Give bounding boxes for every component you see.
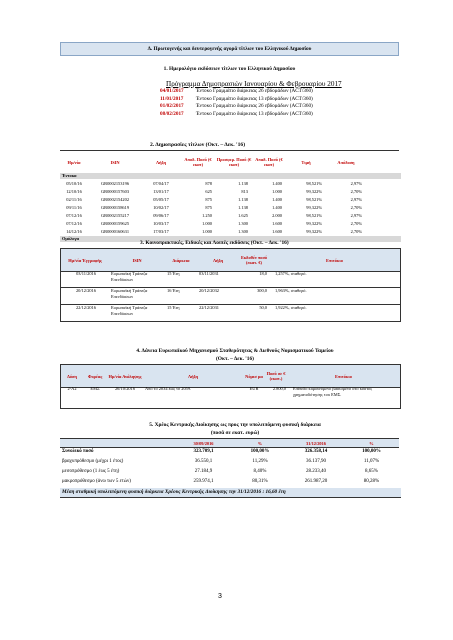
- table-cell: 875: [205, 205, 212, 210]
- schedule-row: 11/01/2017 Έντοκο Γραμμάτιο διάρκειας 13 εβδομάδων (ACT/360): [160, 95, 313, 102]
- table-cell: 50,0: [259, 305, 267, 310]
- table-cell: 2,70%: [350, 205, 362, 210]
- table-cell: 99,322%: [306, 189, 322, 194]
- table-cell: 80,31%: [252, 479, 268, 484]
- table-cell: 1.138: [238, 205, 248, 210]
- table-cell: 1.300: [238, 221, 248, 226]
- s2-title: 2. Δημοπρασίες τίτλων (Οκτ. – Δεκ. '16): [150, 142, 246, 148]
- table-cell: 22/12/2031: [199, 305, 220, 310]
- table-cell: 99,322%: [306, 221, 322, 226]
- s5-subtitle: (ποσά σε εκατ. ευρώ): [210, 430, 260, 436]
- table-cell: 15 Έτη: [167, 305, 180, 310]
- debt-table: [60, 438, 399, 518]
- table-cell: 36.550,1: [194, 459, 213, 464]
- table-row: [60, 220, 366, 228]
- table-cell: 625: [205, 189, 212, 194]
- table-cell: 2,97%: [350, 213, 362, 218]
- table-cell: 27.184,9: [194, 469, 213, 474]
- table-cell: 03/11/2016: [76, 271, 96, 276]
- table-cell: 99,322%: [306, 205, 322, 210]
- table-header: 30/09/2016 % 31/12/2016 %: [60, 438, 399, 448]
- table-cell: GR0002155217: [100, 213, 130, 218]
- table-cell: 28.233,40: [306, 469, 326, 474]
- table-cell: 13/01/17: [153, 189, 169, 194]
- table-cell: 259.974,1: [193, 479, 214, 484]
- table-cell: 12/10/16: [66, 189, 82, 194]
- table-cell: 2,70%: [350, 229, 362, 234]
- table-row: [60, 270, 401, 288]
- table-cell: 1,922%, σταθερό.: [275, 305, 307, 310]
- table-row: [60, 204, 366, 212]
- table-cell: 100,00%: [362, 449, 381, 454]
- table-cell: 300,0: [257, 288, 267, 293]
- table-cell: 20/12/2016: [75, 288, 96, 293]
- table-cell: 323.709,1: [193, 449, 214, 454]
- table-cell: μακροπρόθεσμο (άνω των 5 ετών): [62, 479, 131, 484]
- table-cell: 326.358,14: [304, 449, 328, 454]
- table-cell: 1.138: [238, 181, 248, 186]
- table-row: [60, 212, 366, 220]
- schedule-row: 01/02/2017 Έντοκο Γραμμάτιο διάρκειας 26 εβδομάδων (ACT/360): [160, 103, 313, 110]
- loans-table: [60, 364, 399, 414]
- table-cell: 261.987,20: [304, 479, 328, 484]
- group-row-bonds: Ομόλογα: [60, 236, 401, 242]
- table-row: [60, 457, 399, 467]
- table-cell: 98,521%: [306, 181, 322, 186]
- table-cell: 09/11/16: [66, 205, 82, 210]
- section-header: Δ. Πρωτογενής και δευτερογενής αγορά τίτλων του Ελληνικού Δημοσίου: [60, 42, 399, 56]
- table-cell: Ευρωπαϊκή Τράπεζα Επενδύσεων: [111, 271, 148, 282]
- table-header: Ημ/νία Έγγραφής ISIN Διάρκεια Λήξη Εκδοθέν ποσό (εκατ. €) Επιτόκιο: [60, 248, 401, 272]
- table-cell: 1.400: [272, 181, 282, 186]
- table-cell: 20/12/2032: [199, 288, 220, 293]
- table-cell: 05/10/16: [66, 181, 82, 186]
- table-cell: 05/05/17: [153, 197, 169, 202]
- table-row: 2-Α2 ΕΜΣ 26/10/2016 Από το 2034 έως το 2059. EUR 2.800,0 Επίπεδο κυμαινόμενο βασισμένο στο κόστος χρηματοδότησης του ΕΜΣ.: [60, 386, 401, 409]
- table-cell: GR0000158619: [100, 205, 130, 210]
- table-cell: 16 Έτη: [167, 288, 180, 293]
- schedule-title: Πρόγραμμα Δημοπρασιών Ιανουαρίου & Φεβρουαρίου 2017: [166, 80, 342, 88]
- debt-footer: Μέση σταθμική υπολειπόμενη φυσική διάρκεια Χρέους Κεντρικής Διοίκησης την 31/12/2016 : 16,60 έτη: [60, 488, 401, 498]
- table-cell: Ευρωπαϊκή Τράπεζα Επενδύσεων: [111, 305, 148, 316]
- s5-title: 5. Χρέος Κεντρικής Διοίκησης ως προς την υπολειπόμενη φυσική διάρκεια: [149, 422, 321, 428]
- table-cell: 07/04/17: [153, 181, 169, 186]
- table-cell: 07/12/16: [66, 221, 82, 226]
- s4-subtitle: (Οκτ. – Δεκ. '16): [216, 356, 254, 362]
- table-cell: GR0002153196: [100, 181, 130, 186]
- table-cell: 11,07%: [363, 459, 380, 464]
- table-row: [60, 304, 401, 322]
- table-cell: Συνολικό ποσό: [62, 449, 94, 454]
- table-cell: 2.000: [272, 213, 282, 218]
- schedule-row: 04/01/2017 Έντοκο Γραμμάτιο διάρκειας 26 εβδομάδων (ACT/360): [160, 88, 313, 94]
- table-row: [60, 467, 399, 477]
- table-cell: βραχυπρόθεσμο (μέχρι 1 έτος): [62, 459, 124, 464]
- table-cell: 80,28%: [363, 479, 380, 484]
- table-cell: 09/06/17: [153, 213, 169, 218]
- auction-schedule: [160, 80, 360, 118]
- table-row: [60, 228, 366, 236]
- table-cell: 99,322%: [306, 229, 322, 234]
- special-issues-table: [60, 248, 399, 328]
- table-cell: 1.000: [202, 221, 212, 226]
- table-cell: 07/12/16: [66, 213, 82, 218]
- table-cell: 1.625: [238, 213, 248, 218]
- table-cell: GR0000159625: [100, 221, 130, 226]
- table-cell: GR0000160631: [100, 229, 130, 234]
- schedule-row: 08/02/2017 Έντοκο Γραμμάτιο διάρκειας 13 εβδομάδων (ACT/360): [160, 110, 313, 117]
- table-cell: 1.300: [238, 229, 248, 234]
- table-cell: 1.400: [272, 197, 282, 202]
- table-cell: 11,29%: [252, 459, 268, 464]
- table-row: [60, 196, 366, 204]
- table-cell: 22/12/2016: [75, 305, 96, 310]
- table-cell: 18,0: [259, 271, 267, 276]
- s1-title: 1. Ημερολόγιο εκδόσεων τίτλων του Ελληνικού Δημοσίου: [163, 66, 296, 72]
- table-cell: 1,257%, σταθερό.: [275, 271, 307, 276]
- table-header: Ημ/νία ISIN Λήξη Αποδ. Ποσό (€ εκατ) Προσφερ. Ποσό (€ εκατ) Απαδ. Ποσό (€ εκατ) Τιμή Απόδοση: [67, 157, 355, 167]
- table-cell: 36.137,90: [306, 459, 326, 464]
- table-cell: GR0000157603: [100, 189, 130, 194]
- s4-title: 4. Δάνεια Ευρωπαϊκού Μηχανισμού Σταθερότητας & Διεθνούς Νομισματικού Ταμείου: [136, 348, 334, 354]
- table-cell: 100,00%: [250, 449, 270, 454]
- table-cell: 03/11/2031: [199, 271, 219, 276]
- table-cell: 813: [241, 189, 248, 194]
- table-row: [60, 447, 399, 457]
- table-cell: 17/03/17: [153, 229, 169, 234]
- table-cell: 2,97%: [350, 197, 362, 202]
- table-cell: 15 Έτη: [167, 271, 180, 276]
- table-row: [60, 180, 366, 188]
- divider: [60, 150, 399, 151]
- table-cell: GR0002154202: [100, 197, 130, 202]
- group-row-bills: Έντοκα: [60, 173, 401, 179]
- table-cell: 1.000: [202, 229, 212, 234]
- table-cell: 2,70%: [350, 221, 362, 226]
- table-cell: 10/02/17: [153, 205, 169, 210]
- table-cell: 1.600: [272, 221, 282, 226]
- auctions-table: [60, 152, 399, 241]
- table-cell: 98,521%: [306, 213, 322, 218]
- table-cell: 8,65%: [365, 469, 378, 474]
- table-cell: 875: [205, 197, 212, 202]
- table-cell: 98,521%: [306, 197, 322, 202]
- table-cell: 2,70%: [350, 189, 362, 194]
- table-row: [60, 287, 401, 305]
- table-cell: 1.250: [202, 213, 212, 218]
- table-cell: 2,97%: [350, 181, 362, 186]
- table-cell: 14/12/16: [66, 229, 82, 234]
- table-cell: 1.600: [272, 229, 282, 234]
- table-cell: 1.000: [272, 189, 282, 194]
- table-cell: μεσοπρόθεσμο (1 έως 5 έτη): [62, 469, 120, 474]
- table-cell: 02/11/16: [66, 197, 82, 202]
- table-row: [60, 188, 366, 196]
- table-cell: 10/03/17: [153, 221, 169, 226]
- table-cell: 1,963%, σταθερό.: [275, 288, 307, 293]
- table-cell: 8,40%: [253, 469, 267, 474]
- table-cell: 878: [205, 181, 212, 186]
- table-cell: Ευρωπαϊκή Τράπεζα Επενδύσεων: [111, 288, 148, 299]
- table-cell: 1.400: [272, 205, 282, 210]
- page-number: 3: [218, 593, 222, 600]
- s3-title: 3. Κοινοπρακτικές, Ειδικές και Λοιπές εκδόσεις (Οκτ. – Δεκ. '16): [140, 240, 289, 246]
- table-header: Δόση Φορέας Ημ/νία Ανάληψης Λήξη Νόμισ μα Ποσό σε € (εκατ.) Επιτόκιο: [60, 364, 401, 388]
- table-row: [60, 477, 399, 487]
- table-cell: 1.138: [238, 197, 248, 202]
